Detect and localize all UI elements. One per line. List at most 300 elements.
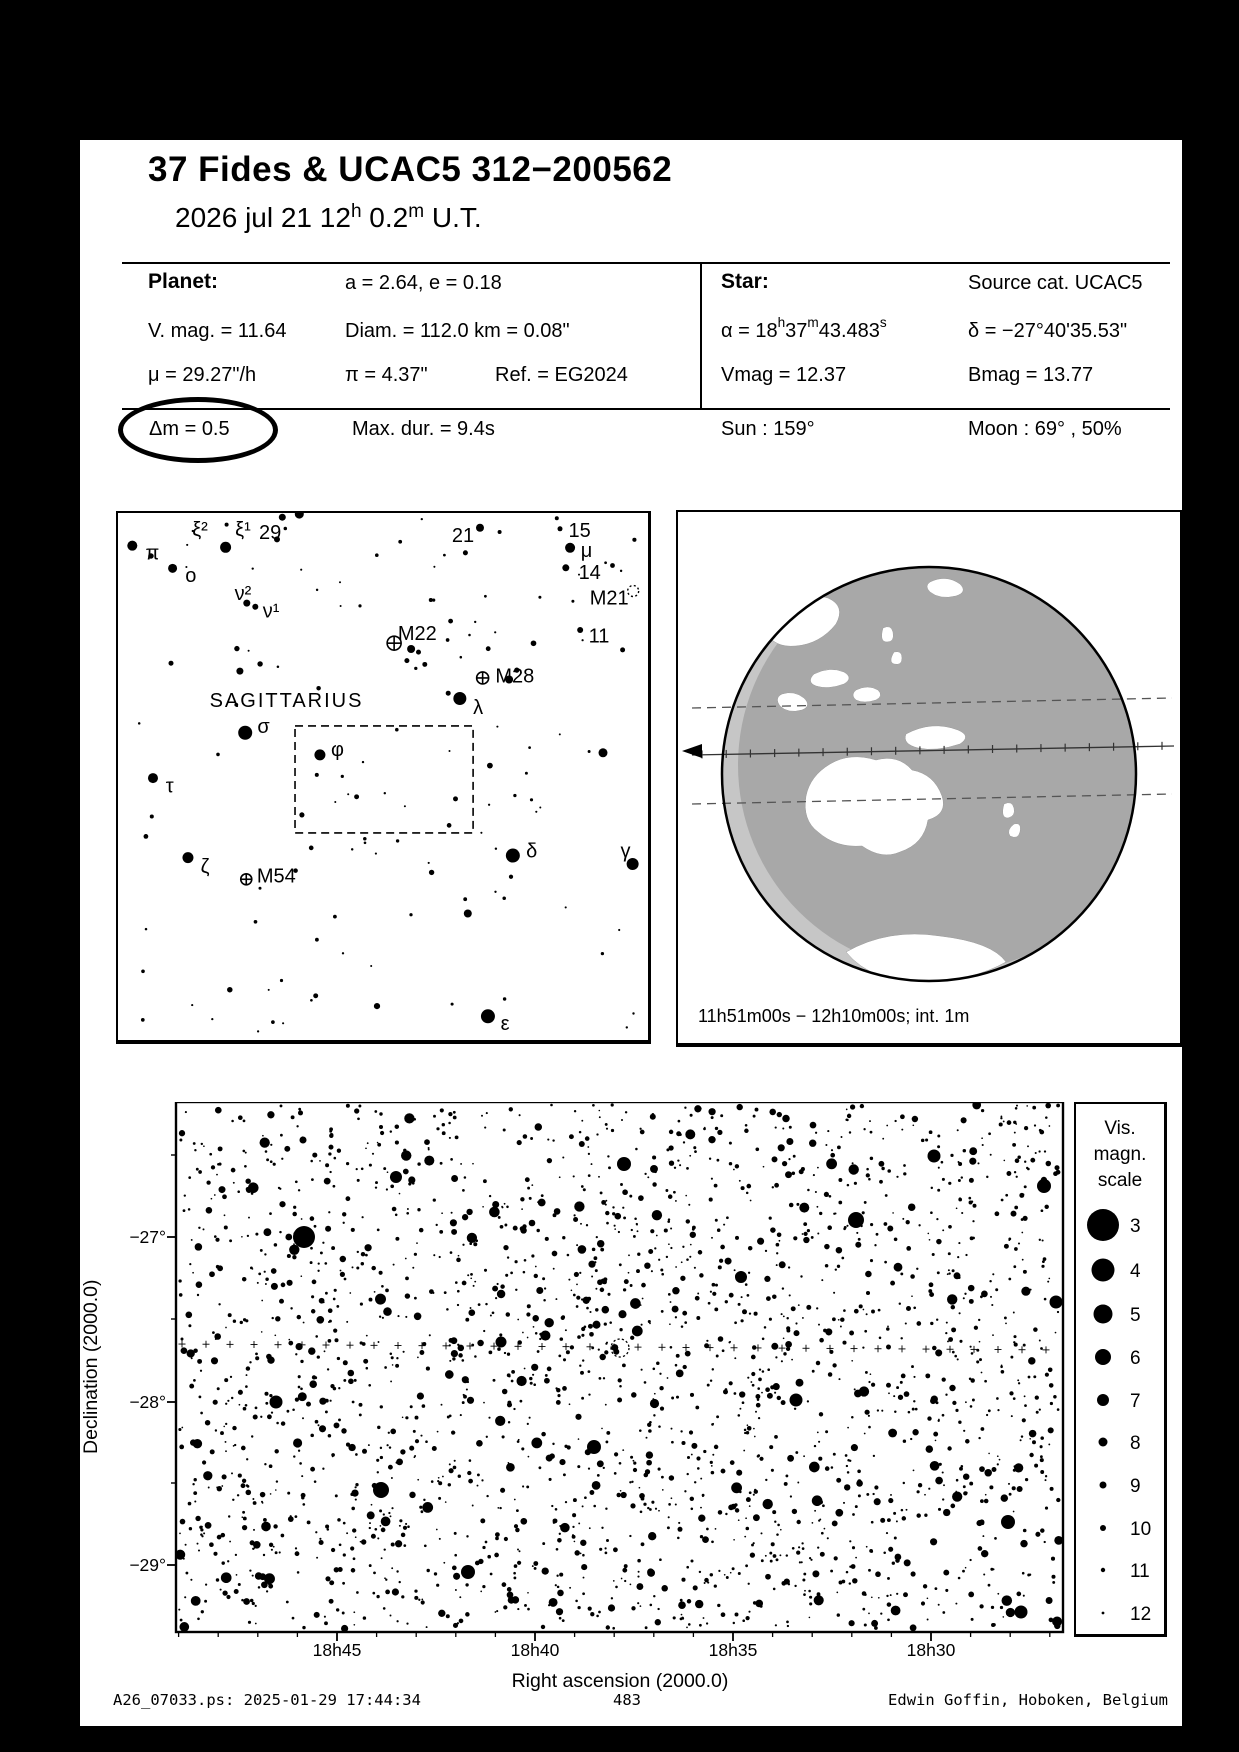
- field-star: [426, 1367, 430, 1371]
- field-star: [197, 1294, 199, 1296]
- field-star: [1045, 1103, 1051, 1109]
- field-star: [408, 1115, 412, 1119]
- field-star: [884, 1261, 887, 1264]
- field-star: [711, 1116, 714, 1119]
- field-star: [515, 1528, 519, 1532]
- field-star: [908, 1411, 911, 1414]
- field-star: [403, 1544, 406, 1547]
- field-star: [519, 1114, 521, 1116]
- field-star: [650, 1165, 658, 1173]
- field-star: [220, 1589, 222, 1591]
- field-star: [691, 1443, 697, 1449]
- field-star: [719, 1259, 723, 1263]
- finder-field-star: [227, 987, 232, 992]
- field-star: [887, 1602, 891, 1606]
- field-star: [240, 1321, 243, 1324]
- field-star: [681, 1441, 685, 1445]
- field-star: [595, 1308, 598, 1311]
- field-star: [932, 1253, 935, 1256]
- planet-ref: Ref. = EG2024: [495, 364, 628, 386]
- field-star: [557, 1394, 560, 1397]
- field-star: [942, 1471, 944, 1473]
- field-star: [721, 1612, 726, 1617]
- field-star: [832, 1363, 836, 1367]
- date-part: 2026 jul 21 12: [175, 202, 351, 233]
- field-star: [426, 1569, 429, 1572]
- field-star: [891, 1606, 901, 1616]
- finder-field-star: [610, 563, 615, 568]
- field-star: [680, 1430, 682, 1432]
- field-star: [1022, 1259, 1024, 1261]
- field-star: [718, 1336, 724, 1342]
- finder-field-star: [299, 812, 304, 817]
- finder-field-star: [632, 538, 636, 542]
- field-star: [377, 1426, 380, 1429]
- field-star: [257, 1282, 259, 1284]
- field-star: [640, 1304, 642, 1306]
- field-star: [880, 1612, 882, 1614]
- field-star: [465, 1612, 469, 1616]
- finder-field-star: [234, 646, 239, 651]
- field-star: [671, 1497, 673, 1499]
- field-star: [843, 1502, 845, 1504]
- field-star: [337, 1518, 341, 1522]
- field-star: [414, 1589, 417, 1592]
- field-star: [439, 1230, 443, 1234]
- field-star: [388, 1512, 390, 1514]
- field-star: [318, 1262, 320, 1264]
- field-star: [838, 1178, 842, 1182]
- field-star: [851, 1564, 856, 1569]
- field-star: [795, 1322, 797, 1324]
- field-star: [245, 1385, 248, 1388]
- field-star: [959, 1340, 962, 1343]
- field-star: [712, 1368, 714, 1370]
- field-star: [1050, 1402, 1053, 1405]
- field-star: [653, 1595, 655, 1597]
- field-star: [755, 1394, 760, 1399]
- field-star: [765, 1479, 767, 1481]
- field-star: [180, 1519, 186, 1525]
- field-star: [274, 1334, 276, 1336]
- field-star: [569, 1587, 571, 1589]
- field-star: [342, 1582, 345, 1585]
- field-star: [630, 1503, 635, 1508]
- field-star: [1027, 1574, 1030, 1577]
- field-star: [560, 1337, 564, 1341]
- field-star: [647, 1176, 649, 1178]
- field-star: [870, 1131, 873, 1134]
- field-star: [958, 1242, 960, 1244]
- finder-field-star: [620, 647, 625, 652]
- field-star: [298, 1189, 300, 1191]
- field-star: [711, 1178, 713, 1180]
- field-star: [231, 1168, 236, 1173]
- field-star: [739, 1180, 741, 1182]
- field-star: [1040, 1445, 1043, 1448]
- field-star: [448, 1112, 452, 1116]
- field-star: [197, 1543, 199, 1545]
- field-star: [381, 1285, 384, 1288]
- field-star: [856, 1232, 858, 1234]
- field-star: [746, 1192, 749, 1195]
- field-star: [778, 1144, 785, 1151]
- field-star: [434, 1572, 437, 1575]
- field-star: [583, 1577, 585, 1579]
- field-star: [572, 1526, 574, 1528]
- field-star: [910, 1438, 912, 1440]
- field-star: [712, 1454, 714, 1456]
- field-star: [971, 1352, 974, 1355]
- field-star: [1003, 1160, 1005, 1162]
- field-star: [724, 1574, 726, 1576]
- field-star: [894, 1120, 896, 1122]
- field-star: [438, 1610, 445, 1617]
- field-star: [895, 1558, 899, 1562]
- field-star: [753, 1601, 757, 1605]
- field-bright-star: [1015, 1606, 1028, 1619]
- field-star: [188, 1324, 191, 1327]
- field-star: [699, 1571, 701, 1573]
- field-star: [1014, 1206, 1018, 1210]
- field-star: [417, 1162, 420, 1165]
- globe-panel: [676, 510, 1183, 1047]
- field-star: [735, 1164, 739, 1168]
- field-star: [896, 1593, 898, 1595]
- field-star: [854, 1309, 859, 1314]
- field-star: [990, 1568, 993, 1571]
- field-star: [818, 1457, 822, 1461]
- field-star: [417, 1208, 420, 1211]
- field-star: [734, 1321, 737, 1324]
- field-star: [786, 1317, 788, 1319]
- field-star: [803, 1455, 805, 1457]
- field-star: [1043, 1257, 1047, 1261]
- field-star: [943, 1570, 949, 1576]
- field-star: [699, 1624, 702, 1627]
- field-star: [196, 1281, 203, 1288]
- field-star: [529, 1197, 532, 1200]
- field-star: [662, 1489, 664, 1491]
- field-star: [255, 1407, 258, 1410]
- field-star: [401, 1533, 406, 1538]
- field-star: [952, 1401, 956, 1405]
- field-star: [711, 1540, 714, 1543]
- field-star: [325, 1226, 331, 1232]
- field-star: [224, 1214, 226, 1216]
- field-star: [507, 1256, 509, 1258]
- finder-object-label: 21: [451, 525, 475, 548]
- field-star: [739, 1391, 745, 1397]
- field-star: [581, 1120, 583, 1122]
- field-star: [426, 1626, 428, 1628]
- field-star: [206, 1207, 213, 1214]
- finder-field-star: [254, 920, 258, 924]
- field-star: [732, 1567, 735, 1570]
- field-star: [816, 1361, 820, 1365]
- field-star: [265, 1150, 268, 1153]
- field-star: [711, 1465, 713, 1467]
- field-star: [589, 1311, 591, 1313]
- field-star: [746, 1527, 750, 1531]
- finder-object-label: ν²: [234, 583, 252, 606]
- field-star: [417, 1393, 424, 1400]
- field-star: [343, 1360, 348, 1365]
- field-star: [693, 1146, 696, 1149]
- field-star: [266, 1590, 268, 1592]
- field-star: [592, 1481, 601, 1490]
- field-star: [592, 1321, 600, 1329]
- field-star: [875, 1571, 881, 1577]
- field-star: [572, 1535, 576, 1539]
- field-star: [751, 1355, 756, 1360]
- field-star: [799, 1169, 804, 1174]
- field-star: [242, 1277, 246, 1281]
- field-bright-star: [373, 1482, 389, 1498]
- field-star: [1014, 1247, 1018, 1251]
- field-star: [1046, 1597, 1053, 1604]
- field-star: [763, 1166, 765, 1168]
- field-star: [241, 1446, 246, 1451]
- field-star: [976, 1360, 979, 1363]
- finder-object-dot: [565, 543, 575, 553]
- legend-mag-value: 5: [1130, 1305, 1141, 1326]
- field-star: [711, 1237, 713, 1239]
- field-star: [703, 1450, 706, 1453]
- field-star: [527, 1337, 529, 1339]
- field-star: [747, 1294, 750, 1297]
- field-star: [699, 1273, 703, 1277]
- field-star: [361, 1539, 366, 1544]
- field-star: [963, 1297, 965, 1299]
- field-star: [772, 1294, 777, 1299]
- finder-object-label: M28: [495, 665, 535, 688]
- field-star: [446, 1614, 450, 1618]
- field-star: [992, 1334, 994, 1336]
- field-star: [231, 1472, 233, 1474]
- field-star: [515, 1289, 517, 1291]
- field-star: [492, 1286, 498, 1292]
- field-star: [580, 1371, 584, 1375]
- field-star: [290, 1515, 292, 1517]
- finder-field-star: [141, 969, 145, 973]
- field-star: [655, 1619, 661, 1625]
- field-star: [377, 1537, 379, 1539]
- field-star: [472, 1163, 474, 1165]
- field-star: [935, 1440, 937, 1442]
- field-star: [250, 1540, 255, 1545]
- field-star: [512, 1596, 519, 1603]
- field-star: [201, 1143, 203, 1145]
- field-star: [874, 1626, 878, 1630]
- field-star: [584, 1496, 587, 1499]
- field-star: [606, 1539, 609, 1542]
- field-star: [236, 1574, 238, 1576]
- field-star: [825, 1264, 829, 1268]
- field-star: [962, 1570, 965, 1573]
- field-star: [991, 1304, 993, 1306]
- field-star: [353, 1557, 356, 1560]
- field-star: [865, 1371, 868, 1374]
- legend-mag-dot: [1097, 1394, 1109, 1406]
- finder-object-dot: [476, 524, 484, 532]
- finder-field-star: [333, 915, 337, 919]
- field-star: [893, 1395, 895, 1397]
- field-star: [650, 1114, 656, 1120]
- field-star: [712, 1283, 716, 1287]
- finder-field-star: [316, 589, 318, 591]
- field-star: [427, 1509, 429, 1511]
- field-star: [527, 1608, 530, 1611]
- field-star: [276, 1422, 279, 1425]
- field-star: [262, 1502, 264, 1504]
- field-star: [195, 1516, 200, 1521]
- field-star: [514, 1499, 516, 1501]
- field-star: [369, 1522, 371, 1524]
- field-star: [414, 1455, 416, 1457]
- field-star: [738, 1303, 741, 1306]
- field-star: [296, 1125, 298, 1127]
- field-star: [792, 1172, 796, 1176]
- field-star: [605, 1552, 608, 1555]
- field-star: [687, 1473, 689, 1475]
- field-star: [992, 1467, 997, 1472]
- field-star: [597, 1279, 603, 1285]
- field-star: [676, 1370, 684, 1378]
- field-star: [329, 1599, 334, 1604]
- field-star: [389, 1446, 391, 1448]
- field-star: [868, 1613, 870, 1615]
- field-star: [311, 1309, 315, 1313]
- field-star: [570, 1345, 574, 1349]
- field-star: [547, 1158, 552, 1163]
- field-star: [559, 1533, 561, 1535]
- field-star: [910, 1274, 915, 1279]
- field-star: [581, 1564, 587, 1570]
- field-star: [949, 1385, 955, 1391]
- field-star: [952, 1491, 962, 1501]
- field-star: [605, 1547, 607, 1549]
- field-star: [301, 1496, 304, 1499]
- field-star: [380, 1525, 382, 1527]
- field-star: [688, 1204, 690, 1206]
- field-star: [947, 1294, 957, 1304]
- field-star: [631, 1392, 637, 1398]
- planet-diameter: Diam. = 112.0 km = 0.08": [345, 320, 570, 342]
- field-star: [957, 1129, 959, 1131]
- field-star: [918, 1483, 922, 1487]
- field-star: [777, 1524, 780, 1527]
- field-star: [617, 1398, 622, 1403]
- field-star: [840, 1317, 844, 1321]
- field-star: [351, 1489, 358, 1496]
- field-star: [1017, 1486, 1023, 1492]
- finder-field-star: [334, 801, 336, 803]
- field-star: [309, 1380, 317, 1388]
- field-star: [955, 1603, 957, 1605]
- field-star: [181, 1338, 184, 1341]
- field-star: [620, 1183, 623, 1186]
- planet-header: Planet:: [148, 270, 219, 293]
- field-star: [390, 1515, 392, 1517]
- field-star: [668, 1194, 673, 1199]
- field-star: [647, 1568, 654, 1575]
- y-tick-label-27: −27°: [129, 1227, 166, 1247]
- field-star: [722, 1349, 725, 1352]
- field-star: [403, 1526, 407, 1530]
- field-star: [607, 1155, 609, 1157]
- field-star: [241, 1236, 243, 1238]
- field-star: [265, 1402, 268, 1405]
- event-datetime: [175, 202, 482, 234]
- field-star: [454, 1554, 457, 1557]
- field-star: [1033, 1327, 1038, 1332]
- field-star: [735, 1236, 739, 1240]
- field-star: [871, 1596, 873, 1598]
- field-star: [399, 1519, 402, 1522]
- field-star: [769, 1445, 773, 1449]
- field-star: [927, 1416, 931, 1420]
- field-star: [814, 1510, 816, 1512]
- field-star: [702, 1536, 709, 1543]
- field-star: [324, 1262, 327, 1265]
- field-star: [263, 1228, 271, 1236]
- field-star: [1045, 1373, 1049, 1377]
- field-star: [670, 1301, 672, 1303]
- field-star: [462, 1281, 467, 1286]
- finder-object-dot: [238, 726, 252, 740]
- field-star: [859, 1386, 869, 1396]
- field-star: [421, 1600, 425, 1604]
- field-star: [697, 1467, 700, 1470]
- field-star: [310, 1261, 313, 1264]
- field-star: [921, 1139, 925, 1143]
- field-star: [750, 1381, 752, 1383]
- field-star: [327, 1528, 330, 1531]
- field-star: [599, 1354, 605, 1360]
- field-star: [237, 1494, 239, 1496]
- field-star: [184, 1194, 186, 1196]
- field-star: [354, 1486, 356, 1488]
- field-star: [274, 1449, 278, 1453]
- field-star: [281, 1283, 286, 1288]
- field-star: [209, 1153, 212, 1156]
- field-star: [511, 1380, 514, 1383]
- field-star: [672, 1306, 679, 1313]
- field-star: [473, 1242, 477, 1246]
- finder-field-star: [559, 733, 561, 735]
- field-star: [718, 1265, 722, 1269]
- field-star: [442, 1476, 444, 1478]
- field-star: [707, 1384, 710, 1387]
- finder-field-star: [460, 656, 463, 659]
- field-star: [260, 1494, 262, 1496]
- field-star: [605, 1123, 608, 1126]
- field-star: [916, 1268, 918, 1270]
- field-star: [744, 1429, 747, 1432]
- field-star: [849, 1131, 851, 1133]
- field-star: [855, 1557, 857, 1559]
- field-star: [815, 1132, 817, 1134]
- field-star: [970, 1236, 974, 1240]
- field-star: [564, 1445, 567, 1448]
- field-star: [440, 1108, 444, 1112]
- field-star: [477, 1485, 479, 1487]
- field-star: [405, 1293, 410, 1298]
- field-star: [524, 1604, 527, 1607]
- field-star: [638, 1195, 644, 1201]
- field-star: [194, 1478, 197, 1481]
